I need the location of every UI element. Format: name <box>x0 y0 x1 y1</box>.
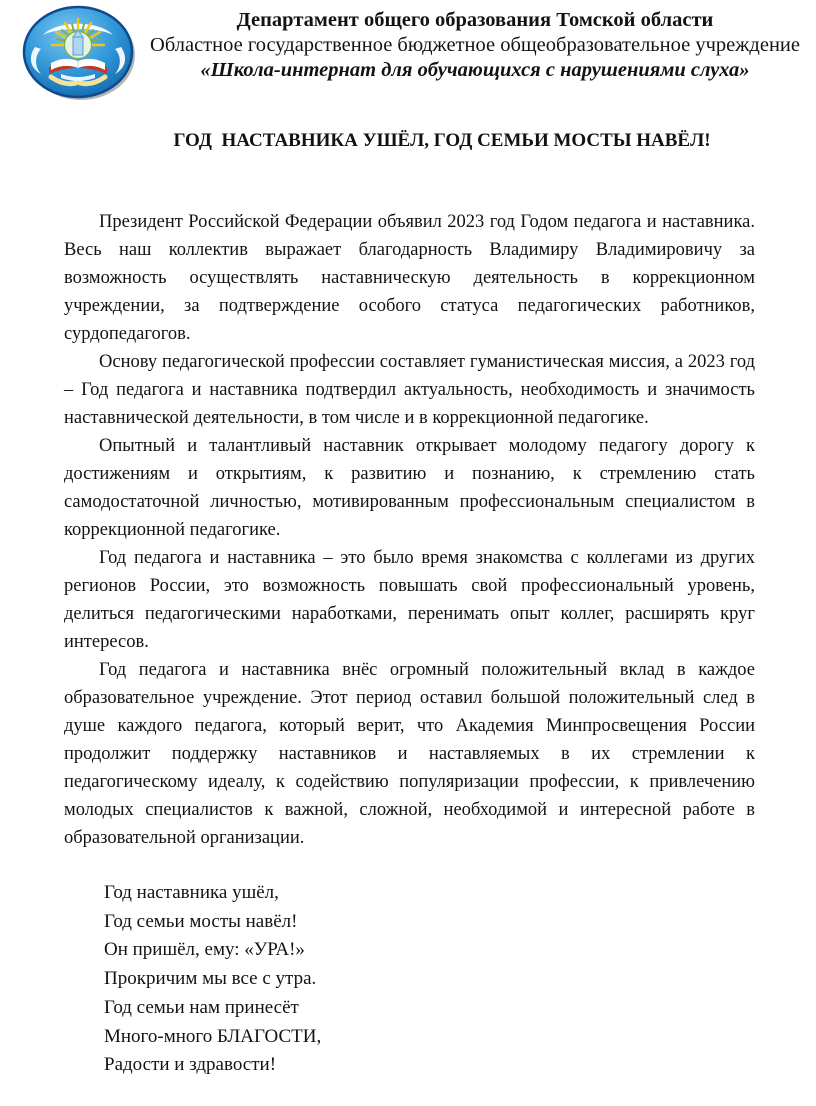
poem-line-5: Год семьи нам принесёт <box>104 996 299 1018</box>
poem-line-3: Он пришёл, ему: «УРА!» <box>104 939 305 961</box>
poem-line-1: Год наставника ушёл, <box>104 882 279 903</box>
school-emblem-icon <box>20 5 138 101</box>
emblem-tower <box>73 37 83 55</box>
poem <box>104 879 816 1080</box>
poem-line-6: Много-много БЛАГОСТИ, <box>104 1025 322 1047</box>
org-department-line: Департамент общего образования Томской области <box>236 9 714 31</box>
paragraph-2: Основу педагогической профессии составляет гуманистическая миссия, а 2023 год – Год педагога и наставника подтвердил актуальность, необходимость и значимость наставнической деятельности, в том числе и в коррекционной педагогике. <box>64 352 755 428</box>
article-body <box>64 208 755 852</box>
paragraph-4: Год педагога и наставника – это было время знакомства с коллегами из других регионов России, это возможность повышать свой профессиональный уровень, делиться педагогическими наработками, перенимать опыт коллег, расширять круг интересов. <box>64 548 755 652</box>
org-name-line: «Школа-интернат для обучающихся с нарушениями слуха» <box>200 59 750 81</box>
document-header <box>0 0 816 101</box>
header-text-block <box>142 5 808 83</box>
poem-line-7: Радости и здравости! <box>104 1054 277 1076</box>
paragraph-5: Год педагога и наставника внёс огромный положительный вклад в каждое образовательное учреждение. Этот период оставил большой положительный след в душе каждого педагога, который верит, что Академия Минпросвещения России продолжит поддержку наставников и наставляемых в их стремлении к педагогическому идеалу, к содействию популяризации профессии, к привлечению молодых специалистов к важной, сложной, необходимой и интересной работе в образовательной организации. <box>64 660 755 848</box>
article-title: ГОД НАСТАВНИКА УШЁЛ, ГОД СЕМЬИ МОСТЫ НАВЁЛ! <box>173 130 711 151</box>
school-logo <box>20 5 142 106</box>
org-type-line: Областное государственное бюджетное общеобразовательное учреждение <box>150 34 800 56</box>
poem-line-4: Прокричим мы все с утра. <box>104 968 317 990</box>
paragraph-3: Опытный и талантливый наставник открывает молодому педагогу дорогу к достижениям и открытиям, к развитию и познанию, к стремлению стать самодостаточной личностью, мотивированным профессиональным специалистом в коррекционной педагогике. <box>64 436 755 540</box>
poem-line-2: Год семьи мосты навёл! <box>104 910 298 932</box>
paragraph-1: Президент Российской Федерации объявил 2023 год Годом педагога и наставника. Весь наш коллектив выражает благодарность Владимиру Владимировичу за возможность осуществлять наставническую деятельность в коррекционном учреждении, за подтверждение особого статуса педагогических работников, сурдопедагогов. <box>64 212 755 344</box>
